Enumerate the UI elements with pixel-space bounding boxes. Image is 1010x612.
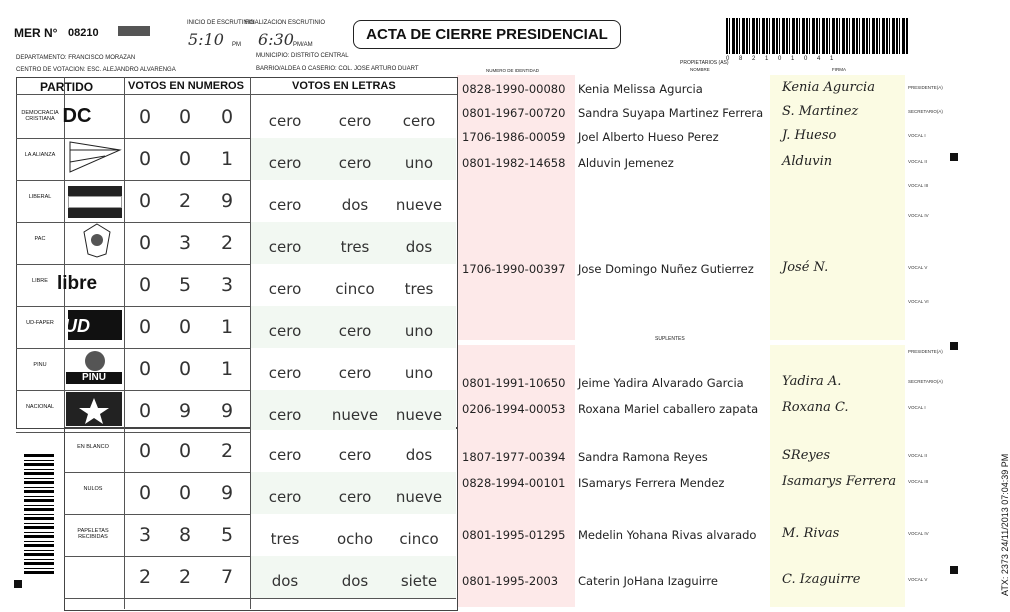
member-name: Sandra Suyapa Martinez Ferrera [578,106,764,120]
col-numeros: VOTOS EN NUMEROS [128,80,244,92]
vote-word: tres [340,238,370,256]
vote-word: uno [404,322,434,340]
vote-digit: 0 [138,106,152,128]
vote-digit: 9 [178,400,192,422]
member-signature: Isamarys Ferrera [782,474,897,489]
logo-libre: libre [56,273,98,294]
firma-label: FIRMA [832,67,846,72]
member-name: Alduvin Jemenez [578,156,674,170]
member-signature: M. Rivas [782,526,840,541]
identidad-label: NUMERO DE IDENTIDAD [486,68,540,73]
vote-digit: 2 [138,566,152,588]
vote-word: cero [268,112,302,130]
vote-word: cinco [335,280,375,298]
party-name: PINU [33,362,47,368]
vote-word: dos [405,238,433,256]
member-role: VOCAL I [908,133,926,138]
registration-mark [950,153,958,161]
departamento: DEPARTAMENTO: FRANCISCO MORAZAN [16,55,136,61]
party-name: EN BLANCO [77,444,109,450]
member-role: VOCAL I [908,405,926,410]
barcode-text: 0 8 2 1 0 1 0 4 1 [726,56,838,62]
member-name: Joel Alberto Hueso Perez [578,130,719,144]
vote-digit: 0 [138,274,152,296]
logo-dc: DC [62,104,92,127]
member-id: 0828-1994-00101 [462,476,566,490]
vote-word: dos [341,572,369,590]
member-role: PRESIDENTE(A) [908,349,943,354]
vote-word: cero [338,488,372,506]
vote-word: cero [268,406,302,424]
vote-digit: 0 [178,482,192,504]
vote-digit: 3 [138,524,152,546]
member-signature: Alduvin [782,154,833,169]
member-id: 0801-1995-2003 [462,574,559,588]
member-signature: Kenia Agurcia [782,80,875,95]
member-signature: Yadira A. [782,374,842,389]
vote-word: cero [338,446,372,464]
vote-digit: 1 [220,148,234,170]
registration-mark [950,566,958,574]
party-name: PAPELETAS RECIBIDAS [77,528,109,540]
member-role: SECRETARIO(A) [908,379,943,384]
vote-digit: 1 [220,358,234,380]
member-id: 0206-1994-00053 [462,402,566,416]
vote-word: dos [405,446,433,464]
vote-word: cero [338,322,372,340]
member-id: 0801-1991-10650 [462,376,566,390]
mer-stamp [118,26,150,36]
barcode [726,18,908,54]
vote-digit: 5 [220,524,234,546]
vote-digit: 0 [138,482,152,504]
registration-mark [14,580,22,588]
member-name: Kenia Melissa Agurcia [578,82,703,96]
vote-digit: 2 [178,190,192,212]
member-name: Jeime Yadira Alvarado Garcia [578,376,744,390]
side-stamp: ATX: 2373 24/11/2013 07:04:39 PM [1000,453,1010,596]
fin-unit: PM/AM [293,42,313,48]
logo-alianza-icon [70,142,120,172]
logo-pac-icon [82,222,112,258]
page-title: ACTA DE CIERRE PRESIDENCIAL [353,20,621,49]
vote-word: cero [402,112,436,130]
vote-word: cero [268,446,302,464]
logo-ud: UD [64,315,90,336]
vote-digit: 0 [138,148,152,170]
member-name: Caterin JoHana Izaguirre [578,574,718,588]
col-letras: VOTOS EN LETRAS [292,80,396,92]
vote-word: tres [270,530,300,548]
vote-digit: 2 [220,232,234,254]
vote-word: cero [268,280,302,298]
vote-digit: 3 [220,274,234,296]
member-signature: Roxana C. [782,400,849,415]
member-role: SECRETARIO(A) [908,109,943,114]
inicio-label: INICIO DE ESCRUTINIO [187,20,255,26]
party-name: LA ALIANZA [24,152,56,158]
nombre-label: NOMBRE [690,67,710,72]
member-role: VOCAL III [908,479,929,484]
member-role: VOCAL IV [908,531,929,536]
member-id: 0801-1995-01295 [462,528,566,542]
centro-votacion: CENTRO DE VOTACION: ESC. ALEJANDRO ALVARENGA [16,67,176,73]
party-name: DEMOCRACIA CRISTIANA [21,110,59,122]
vote-digit: 9 [220,190,234,212]
member-name: Sandra Ramona Reyes [578,450,708,464]
member-id: 0801-1982-14658 [462,156,566,170]
member-role: VOCAL II [908,453,927,458]
vote-word: cero [268,238,302,256]
inicio-time: 5:10 [188,30,224,49]
vote-digit: 0 [138,440,152,462]
member-id: 1807-1977-00394 [462,450,566,464]
member-name: Roxana Mariel caballero zapata [578,402,759,416]
vote-word: cero [338,364,372,382]
vote-digit: 3 [178,232,192,254]
vote-word: nueve [395,196,443,214]
member-id: 0801-1967-00720 [462,106,566,120]
vote-digit: 2 [178,566,192,588]
member-name: Jose Domingo Nuñez Gutierrez [578,262,754,276]
mer-label: MER N° [14,26,58,40]
vote-digit: 0 [220,106,234,128]
vote-word: nueve [395,488,443,506]
vote-digit: 9 [220,482,234,504]
row-divider [64,598,456,599]
member-id: 1706-1986-00059 [462,130,566,144]
vote-digit: 7 [220,566,234,588]
fin-time: 6:30 [258,30,294,49]
party-name: LIBERAL [28,194,52,200]
vote-digit: 8 [178,524,192,546]
vote-word: cero [268,154,302,172]
member-id: 1706-1990-00397 [462,262,566,276]
party-name: LIBRE [32,278,48,284]
logo-liberal-icon [68,186,122,218]
logo-pinu-icon [80,350,110,372]
member-role: VOCAL V [908,577,928,582]
vote-word: dos [341,196,369,214]
vote-word: uno [404,364,434,382]
vote-digit: 0 [138,190,152,212]
member-name: Medelin Yohana Rivas alvarado [578,528,757,542]
vote-digit: 0 [178,358,192,380]
member-name: ISamarys Ferrera Mendez [578,476,725,490]
party-name: PAC [34,236,46,242]
vote-digit: 1 [220,316,234,338]
mer-number: 08210 [68,27,99,39]
member-role: VOCAL III [908,183,929,188]
col-partido: PARTIDO [40,80,94,94]
member-signature: C. Izaguirre [782,572,861,587]
registration-mark [950,342,958,350]
municipio: MUNICIPIO: DISTRITO CENTRAL [256,53,349,59]
vote-digit: 0 [138,358,152,380]
member-signature: José N. [782,260,829,275]
logo-nacional-icon [66,392,122,426]
vote-digit: 0 [178,440,192,462]
member-id: 0828-1990-00080 [462,82,566,96]
vote-word: dos [271,572,299,590]
vote-digit: 0 [138,316,152,338]
barrio: BARRIO/ALDEA O CASERIO: COL. JOSE ARTURO DUART [256,66,419,72]
side-barcode [24,452,54,574]
vote-digit: 0 [178,148,192,170]
party-name: NACIONAL [25,404,55,410]
suplentes-label: SUPLENTES [655,336,685,342]
vote-word: uno [404,154,434,172]
vote-word: ocho [336,530,374,548]
vote-word: tres [404,280,434,298]
member-role: VOCAL IV [908,213,929,218]
vote-word: cinco [399,530,439,548]
logo-pinu: PINU [66,372,122,384]
inicio-unit: PM [232,42,241,48]
member-role: VOCAL II [908,159,927,164]
vote-word: cero [268,322,302,340]
vote-digit: 0 [178,106,192,128]
vote-word: nueve [331,406,379,424]
vote-digit: 0 [138,232,152,254]
member-role: VOCAL V [908,265,928,270]
member-signature: S. Martinez [782,104,859,119]
vote-word: cero [338,112,372,130]
party-name: NULOS [83,486,103,492]
vote-word: cero [268,364,302,382]
vote-word: siete [400,572,438,590]
fin-label: FINALIZACION ESCRUTINIO [245,20,326,26]
member-signature: J. Hueso [782,128,837,143]
member-role: PRESIDENTE(A) [908,85,943,90]
vote-word: nueve [395,406,443,424]
propietarios-label: PROPIETARIOS (AS) [680,60,729,66]
member-signature: SReyes [782,448,831,463]
vote-word: cero [268,488,302,506]
vote-digit: 0 [178,316,192,338]
vote-word: cero [338,154,372,172]
vote-digit: 0 [138,400,152,422]
vote-digit: 9 [220,400,234,422]
vote-digit: 2 [220,440,234,462]
vote-word: cero [268,196,302,214]
party-name: UD-FAPER [26,320,54,326]
member-role: VOCAL VI [908,299,929,304]
vote-digit: 5 [178,274,192,296]
